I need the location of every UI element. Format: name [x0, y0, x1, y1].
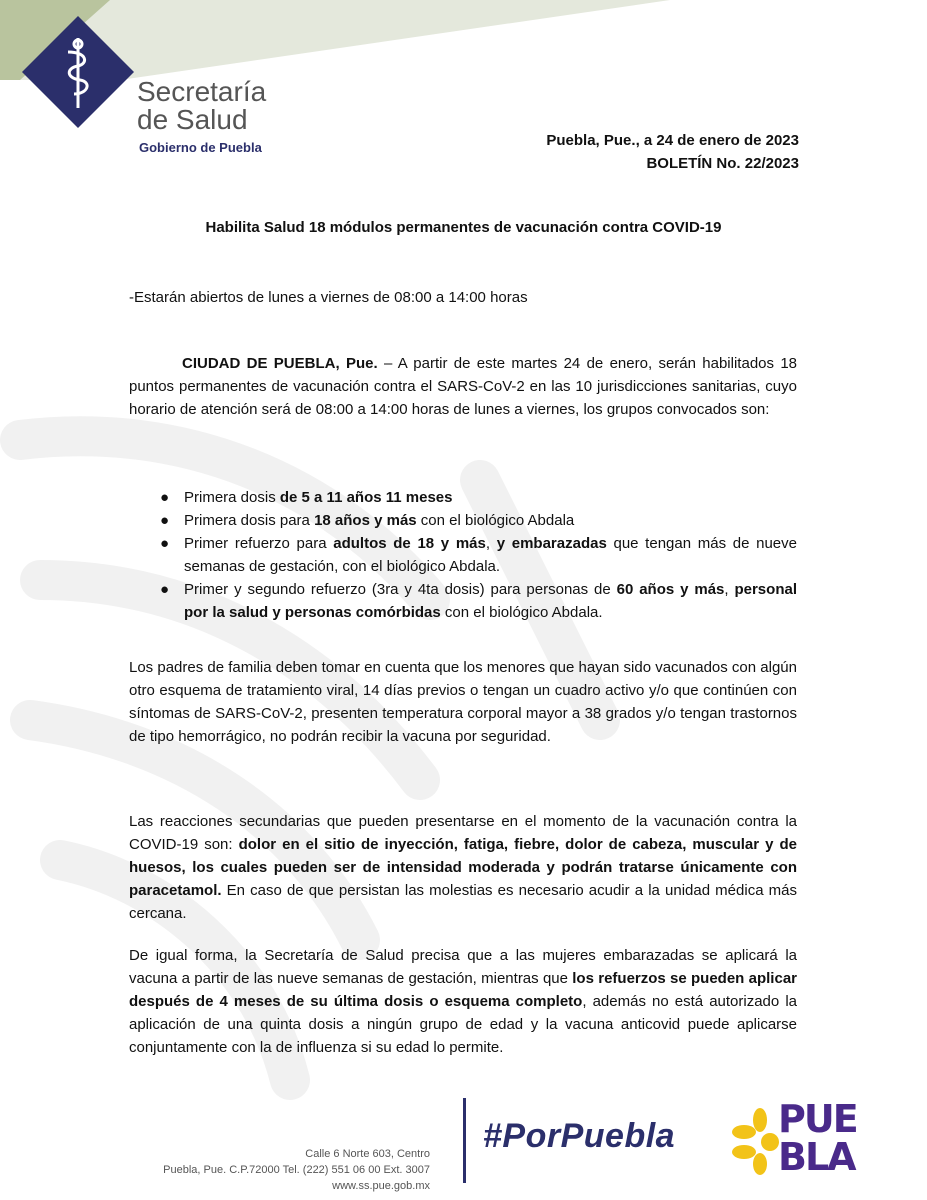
pregnant-paragraph: De igual forma, la Secretaría de Salud precisa que a las mujeres embarazadas se aplicará la vacuna a partir de las nueve semanas de gestación, mientras que los refuerzos se pueden aplicar después de 4 meses de su última dosis o esquema completo, además no está autorizado la aplicación de una quinta dosis a ningún grupo de edad y la vacuna anticovid puede aplicarse conjuntamente con la de influenza si su edad lo permite.	[129, 947, 797, 1056]
hashtag: #PorPuebla	[483, 1117, 676, 1155]
list-item: ● Primera dosis de 5 a 11 años 11 meses	[160, 489, 453, 506]
list-item: ● Primer y segundo refuerzo (3ra y 4ta dosis) para personas de 60 años y más, personal por la salud y personas comórbidas con el biológico Abdala.	[160, 581, 797, 621]
logo-line-3: Gobierno de Puebla	[139, 140, 262, 155]
brand-bottom: BLA	[778, 1135, 855, 1179]
parents-paragraph: Los padres de familia deben tomar en cuenta que los menores que hayan sido vacunados con algún otro esquema de tratamiento viral, 14 días previos o tengan un cuadro activo y/o que continúen con síntomas de SARS-CoV-2, presenten temperatura corporal mayor a 38 grados y/o tengan trastornos de tipo hemorrágico, no podrán recibir la vacuna por seguridad.	[129, 659, 797, 745]
brand-top: PUE	[778, 1097, 857, 1141]
logo-line-1: Secretaría	[137, 76, 267, 107]
flower-icon	[730, 1106, 780, 1176]
intro-text: – A partir de este martes 24 de enero, serán habilitados 18 puntos permanentes de vacunación contra el SARS-CoV-2 en las 10 jurisdicciones sanitarias, cuyo horario de atención será de 08:00 a 14:00 horas de lunes a viernes, los grupos convocados son:	[129, 355, 797, 418]
intro-paragraph	[129, 352, 797, 421]
dateline: Puebla, Pue., a 24 de enero de 2023	[546, 132, 799, 149]
bulletin-number: BOLETÍN No. 22/2023	[646, 155, 799, 172]
list-item: ● Primer refuerzo para adultos de 18 y más, y embarazadas que tengan más de nueve semanas de gestación, con el biológico Abdala.	[160, 535, 797, 575]
logo-line-2: de Salud	[137, 104, 248, 135]
intro-lead: CIUDAD DE PUEBLA, Pue.	[182, 355, 378, 372]
footer-divider	[463, 1098, 466, 1183]
secretaria-salud-logo	[22, 16, 282, 156]
caduceus-icon	[22, 16, 134, 128]
subheadline: -Estarán abiertos de lunes a viernes de 08:00 a 14:00 horas	[129, 289, 528, 306]
footer-address: Calle 6 Norte 603, Centro Puebla, Pue. C.P.72000 Tel. (222) 551 06 00 Ext. 3007 www.ss.pue.gob.mx	[163, 1148, 430, 1192]
list-item: ● Primera dosis para 18 años y más con el biológico Abdala	[160, 512, 575, 529]
puebla-brand-logo	[730, 1097, 890, 1180]
reactions-paragraph: Las reacciones secundarias que pueden presentarse en el momento de la vacunación contra la COVID-19 son: dolor en el sitio de inyección, fatiga, fiebre, dolor de cabeza, muscular y de huesos, los cuales pueden ser de intensidad moderada y podrán tratarse únicamente con paracetamol. En caso de que persistan las molestias es necesario acudir a la unidad médica más cercana.	[129, 813, 798, 922]
headline: Habilita Salud 18 módulos permanentes de vacunación contra COVID-19	[205, 219, 722, 236]
groups-list	[160, 486, 797, 624]
